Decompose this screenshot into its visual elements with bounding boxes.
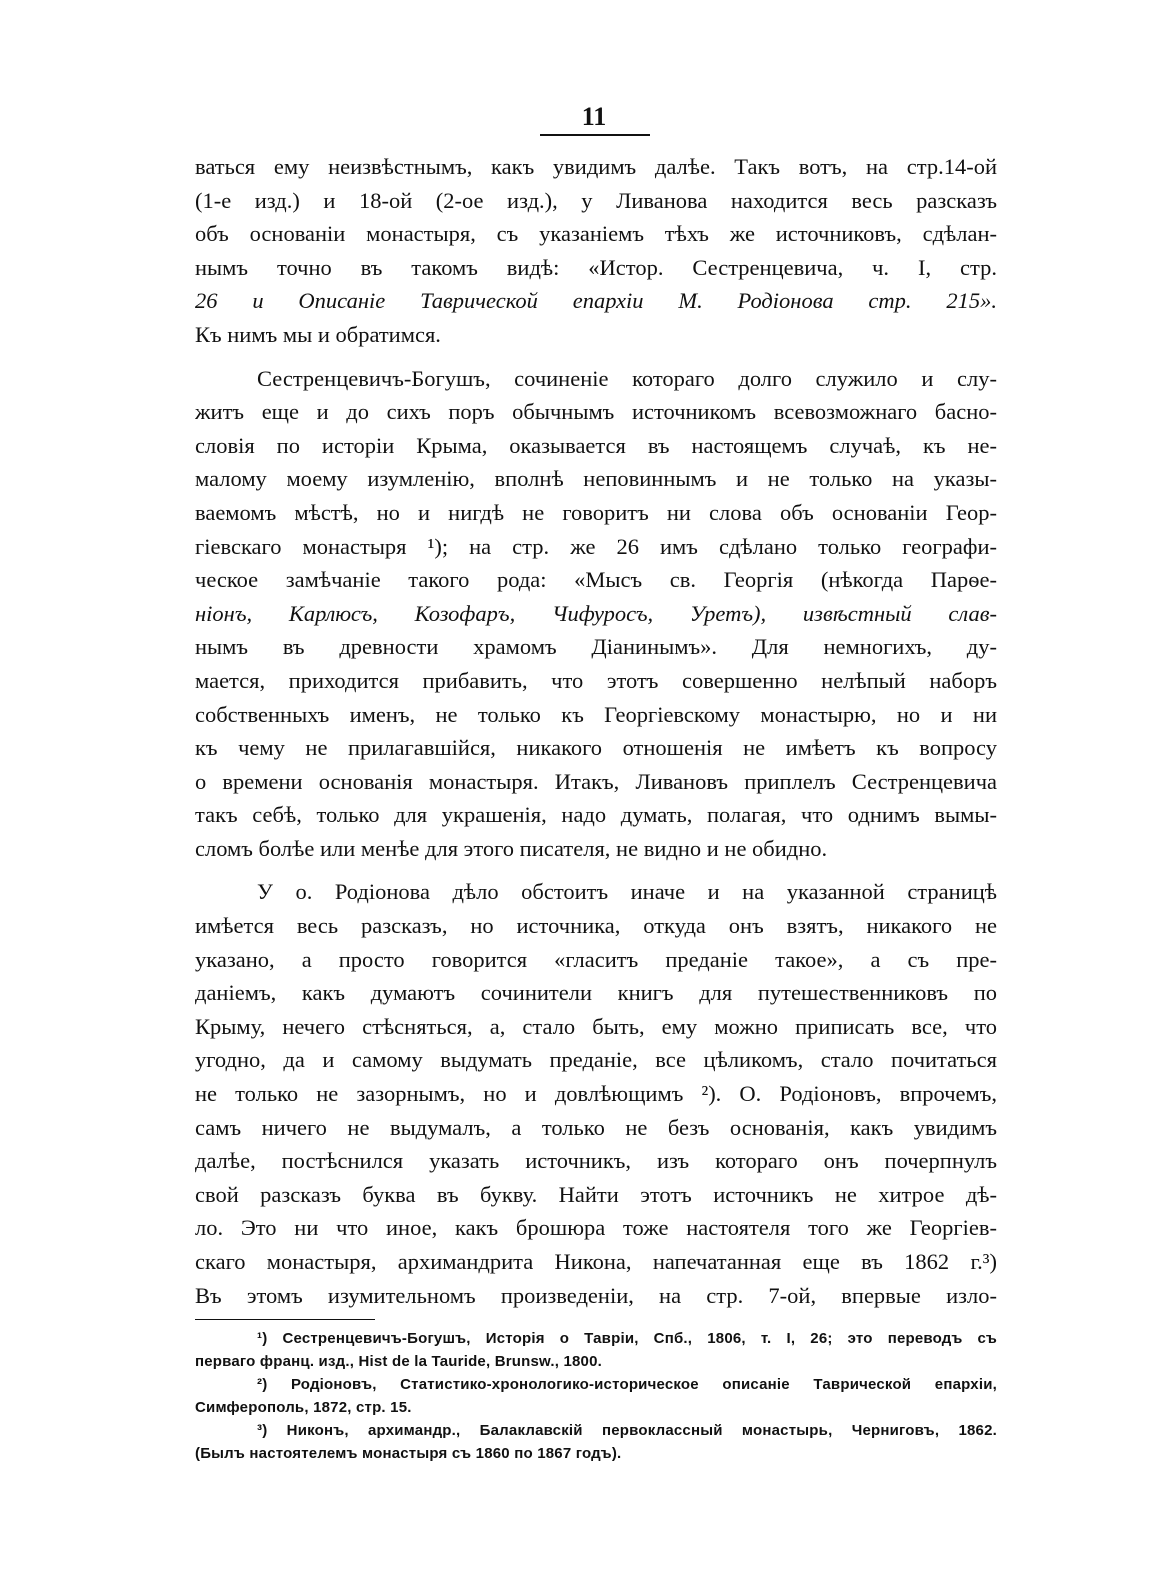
text-line: малому моему изумленію, вполнѣ неповиннымъ и не только на указы-	[195, 466, 997, 492]
text-line: далѣе, постѣснился указать источникъ, изъ котораго онъ почерпнулъ	[195, 1148, 997, 1174]
footnote-line: ³) Никонъ, архимандр., Балаклавскій первоклассный монастырь, Черниговъ, 1862.	[257, 1422, 997, 1439]
text-line: угодно, да и самому выдумать преданіе, все цѣликомъ, стало почитаться	[195, 1047, 997, 1073]
text-line: Въ этомъ изумительномъ произведеніи, на стр. 7-ой, впервые изло-	[195, 1282, 997, 1308]
text-line: ло. Это ни что иное, какъ брошюра тоже настоятеля того же Георгіев-	[195, 1215, 997, 1241]
page-number: 11	[581, 102, 607, 131]
text-line: Крыму, нечего стѣсняться, а, стало быть, ему можно приписать все, что	[195, 1013, 997, 1039]
text-line: мается, приходится прибавить, что этотъ совершенно нелѣпый наборъ	[195, 667, 997, 693]
text-line: самъ ничего не выдумалъ, а только не безъ основанія, какъ увидимъ	[195, 1114, 997, 1140]
text-line: даніемъ, какъ думаютъ сочинители книгъ для путешественниковъ по	[195, 980, 997, 1006]
footnote-rule	[195, 1319, 375, 1320]
text-line: (1-е изд.) и 18-ой (2-ое изд.), у Ливанова находится весь разсказъ	[195, 187, 997, 213]
text-line: такъ себѣ, только для украшенія, надо думать, полагая, что однимъ вымы-	[195, 802, 997, 828]
footnotes	[195, 1327, 997, 1465]
text-line: нымъ въ древности храмомъ Діанинымъ». Для немногихъ, ду-	[195, 634, 997, 660]
text-line: объ основаніи монастыря, съ указаніемъ тѣхъ же источниковъ, сдѣлан-	[195, 221, 997, 247]
footnote-line: ²) Родіоновъ, Статистико-хронологико-историческое описаніе Таврической епархіи,	[257, 1376, 997, 1393]
text-line: гіевскаго монастыря ¹); на стр. же 26 имъ сдѣлано только географи-	[195, 533, 997, 559]
page-number-rule	[540, 134, 650, 136]
text-line: ваемомъ мѣстѣ, но и нигдѣ не говоритъ ни слова объ основаніи Геор-	[195, 499, 997, 525]
text-line: нымъ точно въ такомъ видѣ: «Истор. Сестренцевича, ч. I, стр.	[195, 254, 997, 280]
text-line: имѣется весь разсказъ, но источника, откуда онъ взятъ, никакого не	[195, 913, 997, 939]
footnote-line: ¹) Сестренцевичъ-Богушъ, Исторія о Тавріи, Спб., 1806, т. I, 26; это переводъ съ	[257, 1330, 997, 1347]
text-line: ваться ему неизвѣстнымъ, какъ увидимъ далѣе. Такъ вотъ, на стр.14-ой	[195, 154, 997, 179]
text-line: не только не зазорнымъ, но и довлѣющимъ ²). О. Родіоновъ, впрочемъ,	[195, 1081, 997, 1107]
text-line: словія по исторіи Крыма, оказывается въ настоящемъ случаѣ, къ не-	[195, 432, 997, 458]
text-line: Къ нимъ мы и обратимся.	[195, 321, 441, 347]
footnote-line: перваго франц. изд., Hist de la Tauride, Brunsw., 1800.	[195, 1353, 602, 1370]
text-line: свой разсказъ буква въ букву. Найти этотъ источникъ не хитрое дѣ-	[195, 1181, 997, 1207]
text-line: къ чему не прилагавшійся, никакого отношенія не имѣетъ къ вопросу	[195, 735, 997, 761]
text-line: собственныхъ именъ, не только къ Георгіевскому монастырю, но и ни	[195, 701, 997, 727]
text-line: скаго монастыря, архимандрита Никона, напечатанная еще въ 1862 г.³)	[195, 1249, 997, 1274]
text-line: Сестренцевичъ-Богушъ, сочиненіе котораго долго служило и слу-	[257, 365, 997, 391]
footnote-line: Симферополь, 1872, стр. 15.	[195, 1399, 412, 1416]
text-line: о времени основанія монастыря. Итакъ, Ливановъ приплелъ Сестренцевича	[195, 768, 997, 794]
body-text	[195, 150, 997, 1312]
text-line: сломъ болѣе или менѣе для этого писателя, не видно и не обидно.	[195, 835, 828, 861]
text-line: ніонъ, Карлюсъ, Козофаръ, Чифуросъ, Уретъ), извѣстный слав-	[195, 600, 997, 626]
footnote-line: (Былъ настоятелемъ монастыря съ 1860 по 1867 годъ).	[195, 1445, 622, 1462]
text-line: ческое замѣчаніе такого рода: «Мысъ св. Георгія (нѣкогда Парѳе-	[195, 567, 997, 593]
text-line: указано, а просто говорится «гласитъ преданіе такое», а съ пре-	[195, 946, 997, 972]
text-line: житъ еще и до сихъ поръ обычнымъ источникомъ всевозможнаго басно-	[195, 399, 997, 425]
text-line: У о. Родіонова дѣло обстоитъ иначе и на указанной страницѣ	[257, 879, 997, 905]
text-line: 26 и Описаніе Таврической епархіи М. Родіонова стр. 215».	[195, 288, 997, 314]
